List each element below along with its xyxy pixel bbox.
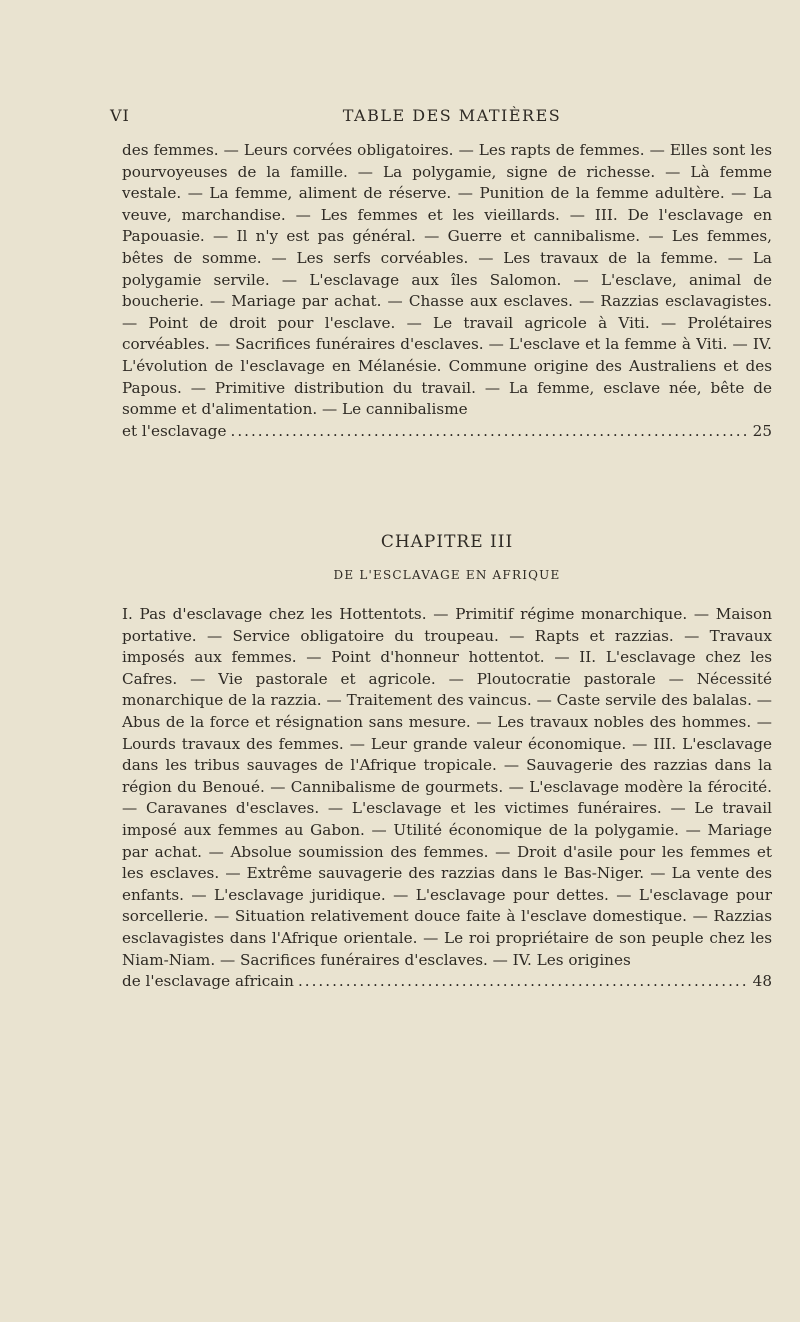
page-folio: VI xyxy=(110,106,130,125)
running-head xyxy=(110,106,786,130)
toc-entry-block-1 xyxy=(122,140,772,442)
toc-entry-text: des femmes. — Leurs corvées obligatoires. — Les rapts de femmes. — Elles sont les pourvoyeuses de la famille. — La polygamie, signe de richesse. — Là femme vestale. — La femme, aliment de réserve. — Punition de la femme adultère. — La veuve, marchandise. — Les femmes et les vieillards. — III. De l'esclavage en Papouasie. — Il n'y est pas général. — Guerre et cannibalisme. — Les femmes, bêtes de somme. — Les serfs corvéables. — Les travaux de la femme. — La polygamie servile. — L'esclavage aux îles Salomon. — L'esclave, animal de boucherie. — Mariage par achat. — Chasse aux esclaves. — Razzias esclavagistes. — Point de droit pour l'esclave. — Le travail agricole à Viti. — Prolétaires corvéables. — Sacrifices funéraires d'esclaves. — L'esclave et la femme à Viti. — IV. L'évolution de l'esclavage en Mélanésie. Commune origine des Australiens et des Papous. — Primitive distribution du travail. — La femme, esclave née, bête de somme et d'alimentation. — Le cannibalisme xyxy=(122,141,772,419)
chapter-subtitle: DE L'ESCLAVAGE EN AFRIQUE xyxy=(333,568,561,582)
toc-entry-last-line: de l'esclavage africain xyxy=(122,972,294,991)
dot-leaders xyxy=(231,421,749,443)
chapter-title: CHAPITRE III xyxy=(380,532,514,552)
dot-leaders xyxy=(298,971,749,993)
toc-entry-text: I. Pas d'esclavage chez les Hottentots. — Primitif régime monarchique. — Maison portative. — Service obligatoire du troupeau. — Rapts et razzias. — Travaux imposés aux femmes. — Point d'honneur hottentot. — II. L'esclavage chez les Cafres. — Vie pastorale et agricole. — Ploutocratie pastorale — Nécessité monarchique de la razzia. — Traitement des vaincus. — Caste servile des balalas. — Abus de la force et résignation sans mesure. — Les travaux nobles des hommes. — Lourds travaux des femmes. — Leur grande valeur économique. — III. L'esclavage dans les tribus sauvages de l'Afrique tropicale. — Sauvagerie des razzias dans la région du Benoué. — Cannibalisme de gourmets. — L'esclavage modère la férocité. — Caravanes d'esclaves. — L'esclavage et les victimes funéraires. — Le travail imposé aux femmes au Gabon. — Utilité économique de la polygamie. — Mariage par achat. — Absolue soumission des femmes. — Droit d'asile pour les femmes et les esclaves. — Extrême sauvagerie des razzias dans le Bas-Niger. — La vente des enfants. — L'esclavage juridique. — L'esclavage pour dettes. — L'esclavage pour sorcellerie. — Situation relativement douce faite à l'esclave domestique. — Razzias esclavagistes dans l'Afrique orientale. — Le roi propriétaire de son peuple chez les Niam-Niam. — Sacrifices funéraires d'esclaves. — IV. Les origines xyxy=(122,605,772,969)
toc-page-number: 25 xyxy=(752,421,772,440)
toc-entry-block-2 xyxy=(122,604,772,993)
page-header-title: TABLE DES MATIÈRES xyxy=(342,106,562,125)
toc-page-number: 48 xyxy=(752,972,772,991)
toc-entry-leader-line xyxy=(122,971,772,993)
toc-entry-leader-line xyxy=(122,421,772,443)
toc-entry-last-line: et l'esclavage xyxy=(122,421,227,440)
